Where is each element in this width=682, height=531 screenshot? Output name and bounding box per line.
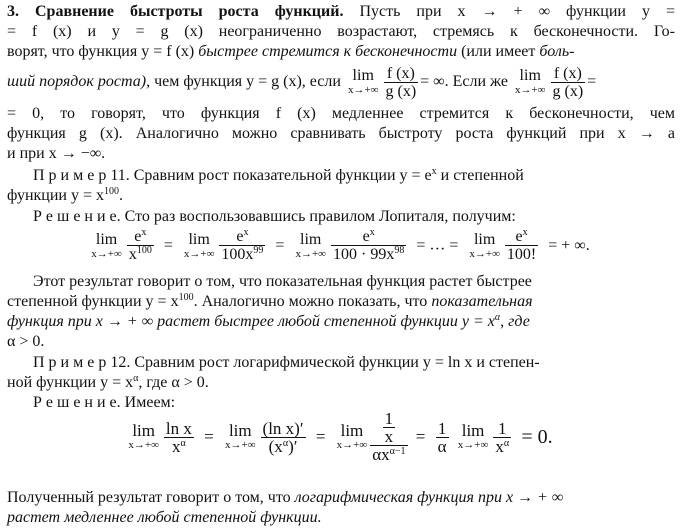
- section-heading: 3. Сравнение быстроты роста функций.: [7, 3, 344, 20]
- example-11-solution: Р е ш е н и е. Сто раз воспользовавшись правилом Лопиталя, получим:: [33, 208, 516, 225]
- text-line-7: и при x → −∞.: [7, 145, 106, 162]
- solution-label: Р е ш е н и е.: [33, 394, 121, 411]
- solution-label: Р е ш е н и е.: [33, 208, 121, 225]
- text-line-3: ворят, что функция y = f (x) быстрее стремится к бесконечности (или имеет боль-: [7, 43, 575, 60]
- example-11-line-2: функции $y = x^{100}$.: [7, 186, 124, 204]
- text-line-2: = f (x) и y = g (x) неограниченно возрастают, стремясь к бесконечности. Го-: [7, 23, 675, 40]
- limit-operator: lim x→+∞: [347, 67, 379, 97]
- conclusion-line-1: Полученный результат говорит о том, что логарифмическая функция при x → + ∞: [7, 489, 564, 506]
- example-11-after-4: α > 0.: [7, 333, 45, 350]
- limit-operator: lim x→+∞: [514, 67, 546, 97]
- example-title: П р и м е р 11.: [33, 167, 130, 184]
- text-line-5: = 0, то говорят, что функция f (x) медленнее стремится к бесконечности, чем: [7, 105, 675, 122]
- example-title: П р и м е р 12.: [33, 354, 131, 371]
- formula-example-12: lim x→+∞ $\frac{\text{ln x}}{x^\alpha}$ = lim x→+∞ $\frac{\text{(ln x)′}}{(x^\alpha)'}$ = lim x→+∞ $\frac{1}{x}$ $\alpha x^{\alpha-1}$ = $\frac{1}{\alpha}$ lim x→+∞ $\frac{1}{x^\alpha}$ = 0.: [128, 409, 553, 464]
- fraction: $\frac{f (x)}{g (x)}$: [552, 64, 584, 100]
- fraction: $\frac{f (x)}{g (x)}$: [385, 64, 417, 100]
- example-11-after-3: функция при x → + ∞ растет быстрее любой степенной функции $y = x^\alpha$, где: [7, 312, 530, 330]
- formula-example-11: lim x→+∞ $\frac{e^x}{x^{100}}$ = lim x→+∞ $\frac{e^x}{100x^{99}}$ = lim x→+∞ $\frac{e^x}{100 \cdot 99x^{98}}$ = … = lim x→+∞ $\frac{e^x}{100!}$ = + ∞.: [91, 227, 590, 263]
- example-11-after-1: Этот результат говорит о том, что показательная функция растет быстрее: [33, 273, 532, 290]
- text-line-6: функция g (x). Аналогично можно сравнивать быстроту роста функций при x → a: [7, 125, 675, 142]
- example-11-line-1: П р и м е р 11. Сравним рост показательной функции $y = e^x$ и степенной: [33, 166, 524, 184]
- example-11-after-2: степенной функции $y = x^{100}$. Аналогично можно показать, что показательная: [7, 292, 533, 310]
- example-12-line-1: П р и м е р 12. Сравним рост логарифмической функции y = ln x и степен-: [33, 354, 540, 371]
- example-12-line-2: ной функции $y = x^\alpha$, где α > 0.: [7, 373, 209, 391]
- example-12-solution: Р е ш е н и е. Имеем:: [33, 394, 176, 411]
- conclusion-line-2: растет медленнее любой степенной функции.: [7, 509, 322, 526]
- text-line-4: ший порядок роста), чем функция y = g (x), если lim x→+∞ $\frac{f (x)}{g (x)}$ = ∞. Если же lim x→+∞ $\frac{f (x)}{g (x)}$ =: [7, 64, 597, 100]
- text-line-1: 3. Сравнение быстроты роста функций. Пусть при x → + ∞ функции y =: [7, 3, 676, 20]
